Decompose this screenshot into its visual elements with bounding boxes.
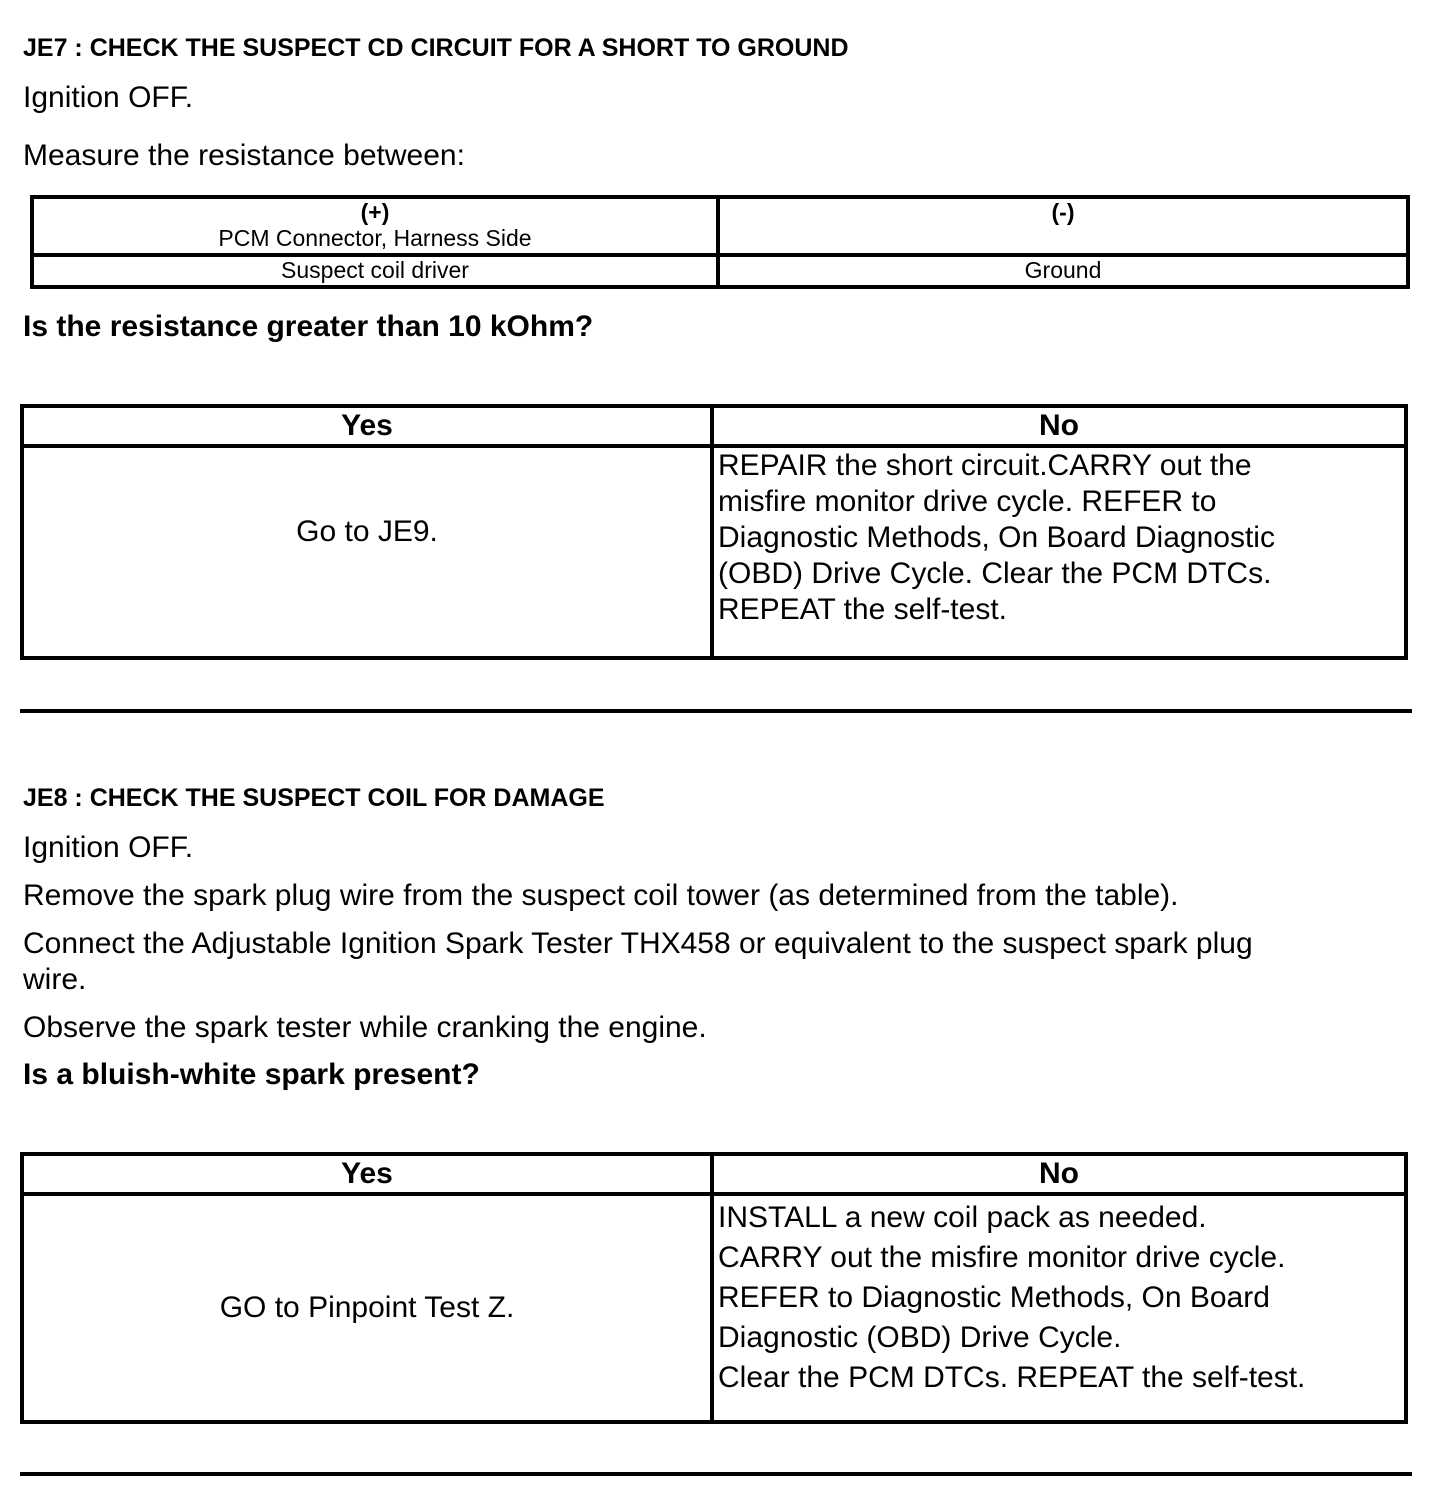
plus-header-description: PCM Connector, Harness Side [218, 225, 532, 251]
je7-no-line-3: Diagnostic Methods, On Board Diagnostic [718, 521, 1275, 554]
je8-question: Is a bluish-white spark present? [23, 1058, 480, 1091]
bottom-divider [20, 1472, 1412, 1476]
je7-no-line-1: REPAIR the short circuit.CARRY out the [718, 449, 1252, 482]
minus-terminal-header [718, 197, 1408, 255]
je8-step-observe: Observe the spark tester while cranking the engine. [23, 1011, 707, 1044]
je7-heading: JE7 : CHECK THE SUSPECT CD CIRCUIT FOR A SHORT TO GROUND [23, 34, 849, 62]
je7-no-action [712, 446, 1406, 658]
je7-step-measure: Measure the resistance between: [23, 139, 465, 172]
je7-no-line-5: REPEAT the self-test. [718, 593, 1007, 626]
je7-result-table [20, 404, 1408, 660]
je8-no-line-4: Diagnostic (OBD) Drive Cycle. [718, 1321, 1122, 1354]
je8-no-line-5: Clear the PCM DTCs. REPEAT the self-test. [718, 1361, 1306, 1394]
je7-result-header-row [22, 406, 1406, 446]
je7-measurement-table [30, 195, 1410, 289]
section-divider [20, 709, 1412, 713]
measurement-header-row [32, 197, 1408, 255]
je8-step-connect-line-2: wire. [23, 963, 87, 996]
je8-result-header-row [22, 1154, 1406, 1194]
je8-no-line-2: CARRY out the misfire monitor drive cycle. [718, 1241, 1286, 1274]
je8-step-remove-wire: Remove the spark plug wire from the suspect coil tower (as determined from the table). [23, 879, 1179, 912]
je8-result-table [20, 1152, 1408, 1424]
je8-step-connect-tester [23, 926, 1253, 998]
je7-no-line-2: misfire monitor drive cycle. REFER to [718, 485, 1217, 518]
je7-yes-header: Yes [22, 406, 712, 446]
minus-symbol: (-) [1051, 199, 1075, 225]
plus-terminal-header [32, 197, 718, 255]
je8-no-header: No [712, 1154, 1406, 1194]
je7-result-body-row [22, 446, 1406, 658]
je8-result-body-row [22, 1194, 1406, 1422]
je8-no-line-3: REFER to Diagnostic Methods, On Board [718, 1281, 1270, 1314]
measurement-value-row [32, 255, 1408, 287]
je8-yes-action: GO to Pinpoint Test Z. [22, 1194, 712, 1422]
je7-step-ignition: Ignition OFF. [23, 81, 194, 114]
je8-step-ignition: Ignition OFF. [23, 831, 194, 864]
je8-heading: JE8 : CHECK THE SUSPECT COIL FOR DAMAGE [23, 784, 605, 812]
je7-question: Is the resistance greater than 10 kOhm? [23, 310, 594, 343]
je7-no-line-4: (OBD) Drive Cycle. Clear the PCM DTCs. [718, 557, 1272, 590]
plus-terminal-value: Suspect coil driver [32, 255, 718, 287]
plus-symbol: (+) [360, 199, 390, 225]
minus-terminal-value: Ground [718, 255, 1408, 287]
je7-no-header: No [712, 406, 1406, 446]
je8-yes-header: Yes [22, 1154, 712, 1194]
je7-yes-action: Go to JE9. [22, 446, 712, 658]
je8-step-connect-line-1: Connect the Adjustable Ignition Spark Tester THX458 or equivalent to the suspect spark plug [23, 927, 1253, 960]
je8-no-line-1: INSTALL a new coil pack as needed. [718, 1201, 1207, 1234]
je8-no-action [712, 1194, 1406, 1422]
